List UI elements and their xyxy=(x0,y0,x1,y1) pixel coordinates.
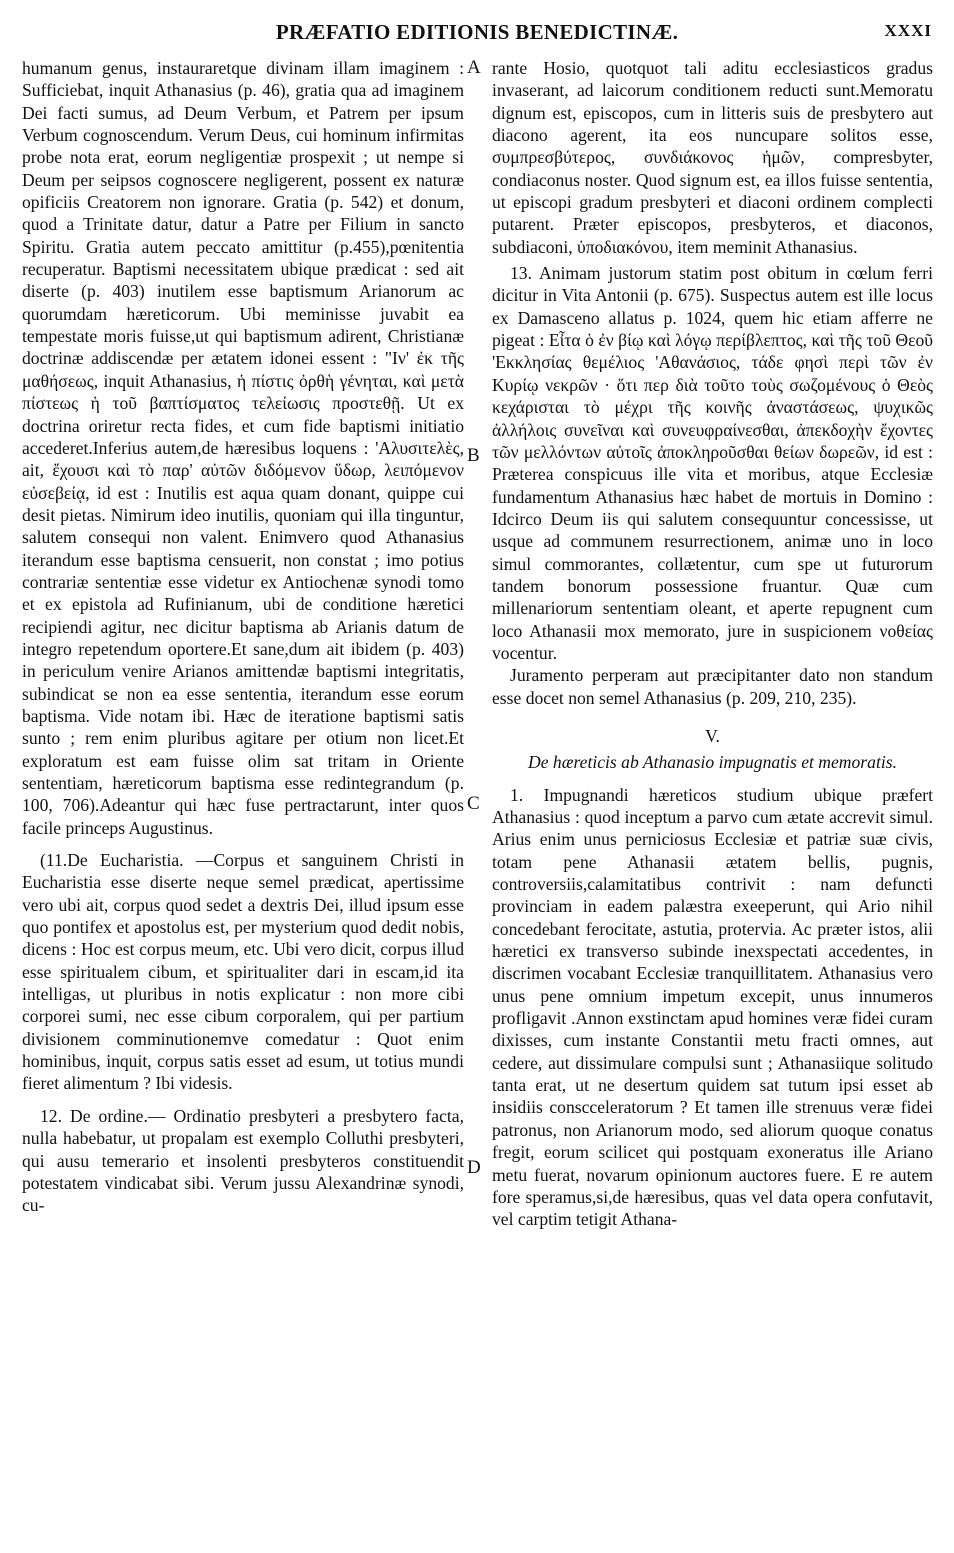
right-column xyxy=(492,57,933,1231)
page-header xyxy=(22,20,932,46)
section-number: V. xyxy=(705,725,720,746)
margin-letter-c: C xyxy=(467,793,480,814)
paragraph-13: 13. Animam justorum statim post obitum in cœlum ferri dicitur in Vita Antonii (p. 675). Suspectus autem est ille locus ex Damasceno allatus p. 1024, quem hic etiam afferre ne pigeat : Εἶτα ὁ ἐν βίῳ καὶ λόγῳ περίβλεπτος, καὶ τῆς τοῦ Θεοῦ 'Εκκλησίας θεμέλιος 'Αθανάσιος, τάδε φησὶ περὶ τῶν ἐν Κυρίῳ νεκρῶν · ὅτι περ διὰ τοῦτο τοὺς σωζομένους ὁ Θεὸς κεχάρισται τὸ μέχρι τῆς κοινῆς ἀναστάσεως, ψυχικῶς ἀλλήλοις συνεῖναι καὶ συνευφραίνεσθαι, ἀπεκδοχὴν ἔχοντες τῶν μελλόντων αὐτοῖς ἀποκληροῦσθαι θείων δωρεῶν, id est : Præterea conspicuus ille vita et moribus, atque Ecclesiæ fundamentum Athanasius hæc habet de mortuis in Domino : Idcirco Deum iis qui salutem consequuntur concessisse, ut usque ad communem resurrectionem, animæ uno in loco simul commorantes, collætentur, cum spe ut futurorum tandem bonorum possessione fruantur. Quæ cum millenariorum sententiam oleant, et aperte repugnent cum loco Athanasii mox memorato, jure in suspicionem νοθείας vocentur. xyxy=(492,263,933,663)
margin-letter-d: D xyxy=(467,1157,481,1178)
margin-letter-b: B xyxy=(467,445,480,466)
paragraph-eucharistia: (11.De Eucharistia. —Corpus et sanguinem Christi in Eucharistia esse diserte neque semel prædicat, apertissime vero ubi ait, corpus quod sedet a dextris Dei, illud ipsum esse quo pontifex et apostolus est, per mysterium quod dedit nobis, dicens : Hoc est corpus meum, etc. Ubi vero dicit, corpus illud esse spiritualem cibum, et spiritualiter dari in escam,id ita intelligas, ut pluribus in notis explicatur : non more cibi corporei sumi, nec esse cibum corporalem, qui per partium divisionem comminutionemve comedatur : Quot enim hominibus, inquit, corpus satis esset ad esum, ut totius mundi fieret alimentum ? Ibi videsis. xyxy=(22,850,464,1094)
paragraph-juramento: Juramento perperam aut præcipitanter dato non standum esse docet non semel Athanasius (p. 209, 210, 235). xyxy=(492,665,933,708)
paragraph-haeretici: 1. Impugnandi hæreticos studium ubique præfert Athanasius : quod inceptum a parvo cum ætate accrevit simul. Arius enim unus perniciosus Ecclesiæ et patriæ suæ civis, totam pene Athanasii ætatem bellis, pugnis, controversiis,calamitatibus contrivit : nam defuncti provinciam in eadem palæstra exeeperunt, qui Ario nihil concedebant ferocitate, astutia, protervia. Ac præter istos, alii hæretici ex transverso subinde inexspectati accedentes, in discrimen vocabant Ecclesiæ tranquillitatem. Athanasius vero unus pene omnium impetum excepit, unus innumeros profligavit .Annon exstinctam apud homines veræ fidei curam dixisses, cum instante Constantii metu fracti omnes, aut cedere, aut dissimulare compulsi sunt ; Athanasiique solitudo tanta erat, ut ne desertum quidem sat tutum ipsi esset ab insidiis conscceleratorum ? Et tamen ille strenuus veræ fidei patronus, non Arianorum modo, sed aliorum quoque conatus fregit, eorum scilicet qui postquam exoneratus ille Ariano metu fuerat, novarum opinionum auctores fuere. E re autem fore speramus,si,de hæresibus, quas vel data opera confutavit, vel carptim tetigit Athana- xyxy=(492,784,933,1230)
margin-letter-a: A xyxy=(467,57,481,78)
paragraph: rante Hosio, quotquot tali aditu ecclesiasticos gradus invaserant, ad laicorum conditionem reducti sunt.Memoratu dignum est, episcopos, cum in litteris suis de presbytero aut diacono agerent, ita eos nuncupare solitos esse, συμπρεσβύτερος, συνδιάκονος ἡμῶν, compresbyter, condiaconus noster. Quod signum est, ea illos fuisse sententia, ut episcopi gradum presbyteri et diaconi ordinem complecti putarent. Præter episcopos, presbyteros, et diaconos, subdiaconi, ὑποδιακόνου, item meminit Athanasius. xyxy=(492,58,933,257)
paragraph: humanum genus, instauraretque divinam illam imaginem : Sufficiebat, inquit Athanasius (p. 46), gratia qua ad imaginem Dei facti sumus, ad Deum Verbum, et Patrem per ipsum Verbum cognoscendum. Verum Deus, cui hominum infirmitas probe nota erat, eorum negligentiæ prospexit ; ut nempe si Deum per seipsos cognoscere negligerent, possent ex naturæ opificiis Creatorem non ignorare. Gratia (p. 542) et donum, quod a Trinitate datur, datur a Patre per Filium in sancto Spiritu. Gratia autem peccato amittitur (p.455),pœnitentia recuperatur. Baptismi necessitatem ubique prædicat : sed ait diserte (p. 403) inutilem esse baptismum Arianorum ac quorumdam hæreticorum. Ubi meminisse juvabit ea tempestate moris fuisse,ut qui baptismum adirent, Christianæ doctrinæ addiscendæ per ætatem idonei essent : "Ιν' ἐκ τῆς μαθήσεως, inquit Athanasius, ἡ πίστις ὀρθὴ γένηται, καὶ μετὰ πίστεως ἡ τοῦ βαπτίσματος τελείωσις προστεθῇ. Ut ex doctrina oriretur recta fides, et cum fide baptismi initiatio accederet.Inferius autem,de hæresibus loquens : 'Αλυσιτελὲς, ait, ἔχουσι καὶ τὸ παρ' αὐτῶν διδόμενον ὕδωρ, λειπόμενον εὐσεβείᾳ, id est : Inutilis est aqua quam donant, quippe cui desit pietas. Nimirum ideo inutilis, quoniam qui illa tinguntur, salutem consequi non valent. Enimvero quod Athanasius iterandum esse baptisma censuerit, non constat ; imo potius contrariæ sententiæ esse videtur ex Antiochenæ synodi tomo et ex epistola ad Rufinianum, ubi de conditione hæretici recipiendi agitur, nec dicitur baptisma ab Arianis datum de integro repetendum oportere.Et sane,dum ait ibidem (p. 403) in periculum venire Arianos amittendæ baptismi integritatis, subindicat se non ea esse sententia, iterandum esse eorum baptisma. Vide notam ibi. Hæc de iteratione baptismi satis sunto ; rem enim pluribus agitare per otium non licet.Et exploratum est eam fuisse olim sat tritam in Oriente sententiam, hæreticorum baptisma esse redintegrandum (p. 100, 706).Adeantur qui hæc fuse pertractarunt, inter quos facile princeps Augustinus. xyxy=(22,58,464,838)
running-title: PRÆFATIO EDITIONIS BENEDICTINÆ. xyxy=(275,20,679,44)
left-column xyxy=(22,57,464,1217)
page-number: XXXI xyxy=(884,21,932,40)
section-heading: De hæreticis ab Athanasio impugnatis et memoratis. xyxy=(528,752,897,773)
paragraph-de-ordine: 12. De ordine.— Ordinatio presbyteri a presbytero facta, nulla habebatur, ut propalam est exemplo Colluthi presbyteri, qui ausu temerario et insolenti presbyteros constituendit potestatem vindicabat sibi. Verum jussu Alexandrinæ synodi, cu- xyxy=(22,1105,464,1216)
